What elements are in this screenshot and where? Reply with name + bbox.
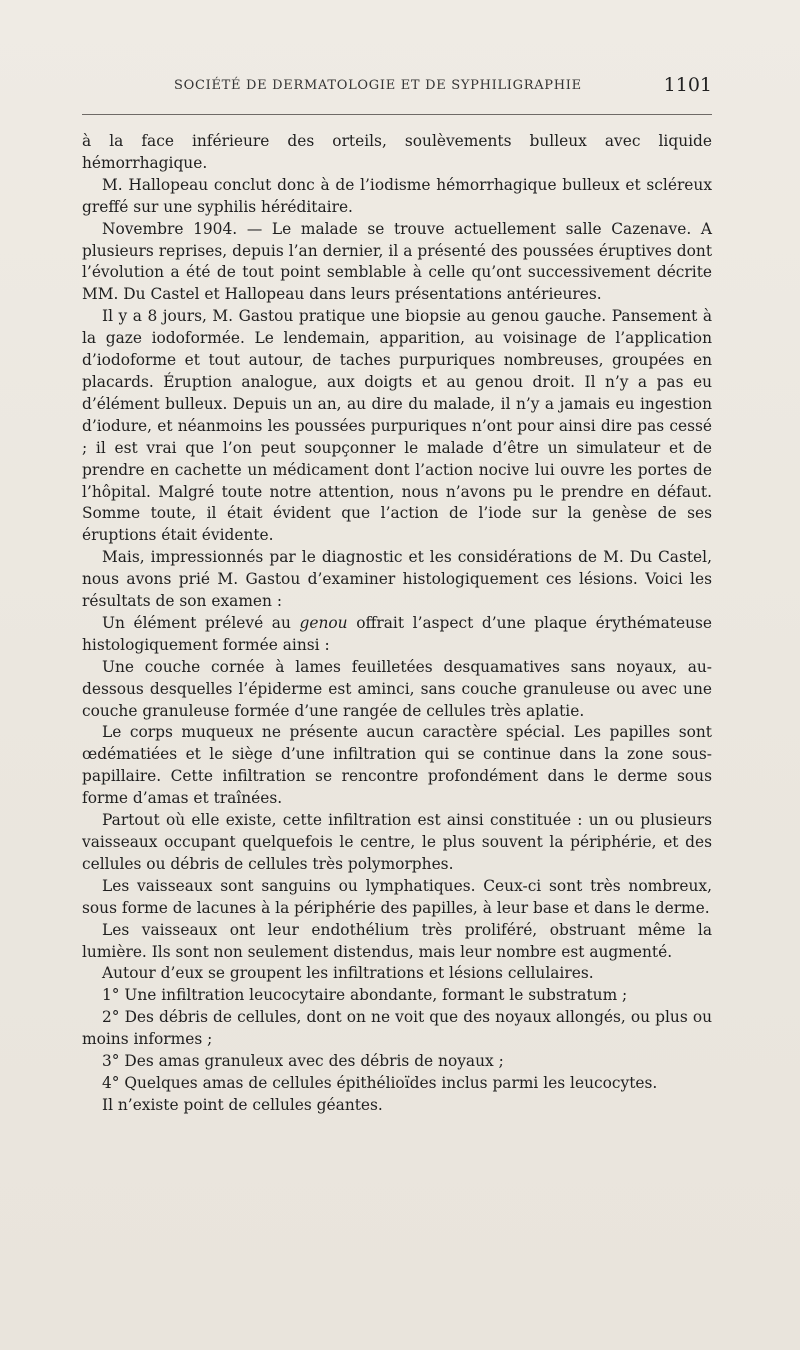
list-item-1: 1° Une infiltration leucocytaire abondante, formant le substratum ; <box>102 986 628 1005</box>
list-item-4: 4° Quelques amas de cellules épithélioïdes inclus parmi les leucocytes. <box>102 1073 658 1092</box>
paragraph-examen-intro: Mais, impressionnés par le diagnostic et les considérations de M. Du Castel, nous avons prié M. Gastou d’examiner histologiquement ces lésions. Voici les résultats de son examen : <box>82 548 712 611</box>
running-title: SOCIÉTÉ DE DERMATOLOGIE ET DE SYPHILIGRAPHIE <box>174 78 582 93</box>
paragraph-novembre-1904: Novembre 1904. — Le malade se trouve actuellement salle Cazenave. A plusieurs reprises, depuis l’an dernier, il a présenté des poussées éruptives dont l’évolution a été de tout point semblable à celle qu’ont successivement décrite MM. Du Castel et Hallopeau dans leurs présentations antérieures. <box>82 219 712 304</box>
paragraph-element-text-after: offrait l’aspect d’une plaque érythémateuse histologiquement formée ainsi : <box>82 613 712 654</box>
paragraph-element-text-before: Un élément prélevé au <box>102 613 300 632</box>
page-header <box>82 76 712 104</box>
paragraph-hallopeau-conclusion: M. Hallopeau conclut donc à de l’iodisme hémorrhagique bulleux et scléreux greffé sur une syphilis héréditaire. <box>82 175 712 216</box>
paragraph-lesions-cellulaires: Autour d’eux se groupent les infiltrations et lésions cellulaires. <box>102 964 594 983</box>
paragraph-continuation: à la face inférieure des orteils, soulèvements bulleux avec liquide hémorrhagique. <box>82 132 712 172</box>
list-item-2: 2° Des débris de cellules, dont on ne voit que des noyaux allongés, ou plus ou moins informes ; <box>82 1008 712 1049</box>
paragraph-vaisseaux-endothelium: Les vaisseaux ont leur endothélium très proliféré, obstruant même la lumière. Ils sont non seulement distendus, mais leur nombre est augmenté. <box>82 920 712 961</box>
list-item-3: 3° Des amas granuleux avec des débris de noyaux ; <box>102 1052 504 1071</box>
paragraph-vaisseaux-types: Les vaisseaux sont sanguins ou lymphatiques. Ceux-ci sont très nombreux, sous forme de lacunes à la périphérie des papilles, à leur base et dans le derme. <box>82 876 712 917</box>
paragraph-biopsie: Il y a 8 jours, M. Gastou pratique une biopsie au genou gauche. Pansement à la gaze iodoformée. Le lendemain, apparition, au voisinage de l’application d’iodoforme et tout autour, de taches purpuriques nombreuses, groupées en placards. Éruption analogue, aux doigts et au genou droit. Il n’y a pas eu d’élément bulleux. Depuis un an, au dire du malade, il n’y a jamais eu ingestion d’iodure, et néanmoins les poussées purpuriques n’ont pour ainsi dire pas cessé ; il est vrai que l’on peut soupçonner le malade d’être un simulateur et de prendre en cachette un médicament dont l’action nocive lui ouvre les portes de l’hôpital. Malgré toute notre attention, nous n’avons pu le prendre en défaut. Somme toute, il était évident que l’action de l’iode sur la genèse de ses éruptions était évidente. <box>82 307 712 545</box>
body-text <box>82 131 712 1117</box>
paragraph-element-preleve <box>82 613 712 657</box>
italic-genou: genou <box>299 613 348 632</box>
paragraph-corps-muqueux: Le corps muqueux ne présente aucun caractère spécial. Les papilles sont œdématiées et le siège d’une infiltration qui se continue dans la zone sous-papillaire. Cette infiltration se rencontre profondément dans le derme sous forme d’amas et traînées. <box>82 723 712 808</box>
paragraph-infiltration: Partout où elle existe, cette infiltration est ainsi constituée : un ou plusieurs vaisseaux occupant quelquefois le centre, le plus souvent la périphérie, et des cellules ou débris de cellules très polymorphes. <box>82 811 712 873</box>
page-number: 1101 <box>663 74 712 96</box>
paragraph-cellules-geantes: Il n’existe point de cellules géantes. <box>102 1095 383 1114</box>
paragraph-couche-cornee: Une couche cornée à lames feuilletées desquamatives sans noyaux, au-dessous desquelles l’épiderme est aminci, sans couche granuleuse ou avec une couche granuleuse formée d’une rangée de cellules très aplatie. <box>82 657 712 720</box>
header-rule <box>82 114 712 115</box>
